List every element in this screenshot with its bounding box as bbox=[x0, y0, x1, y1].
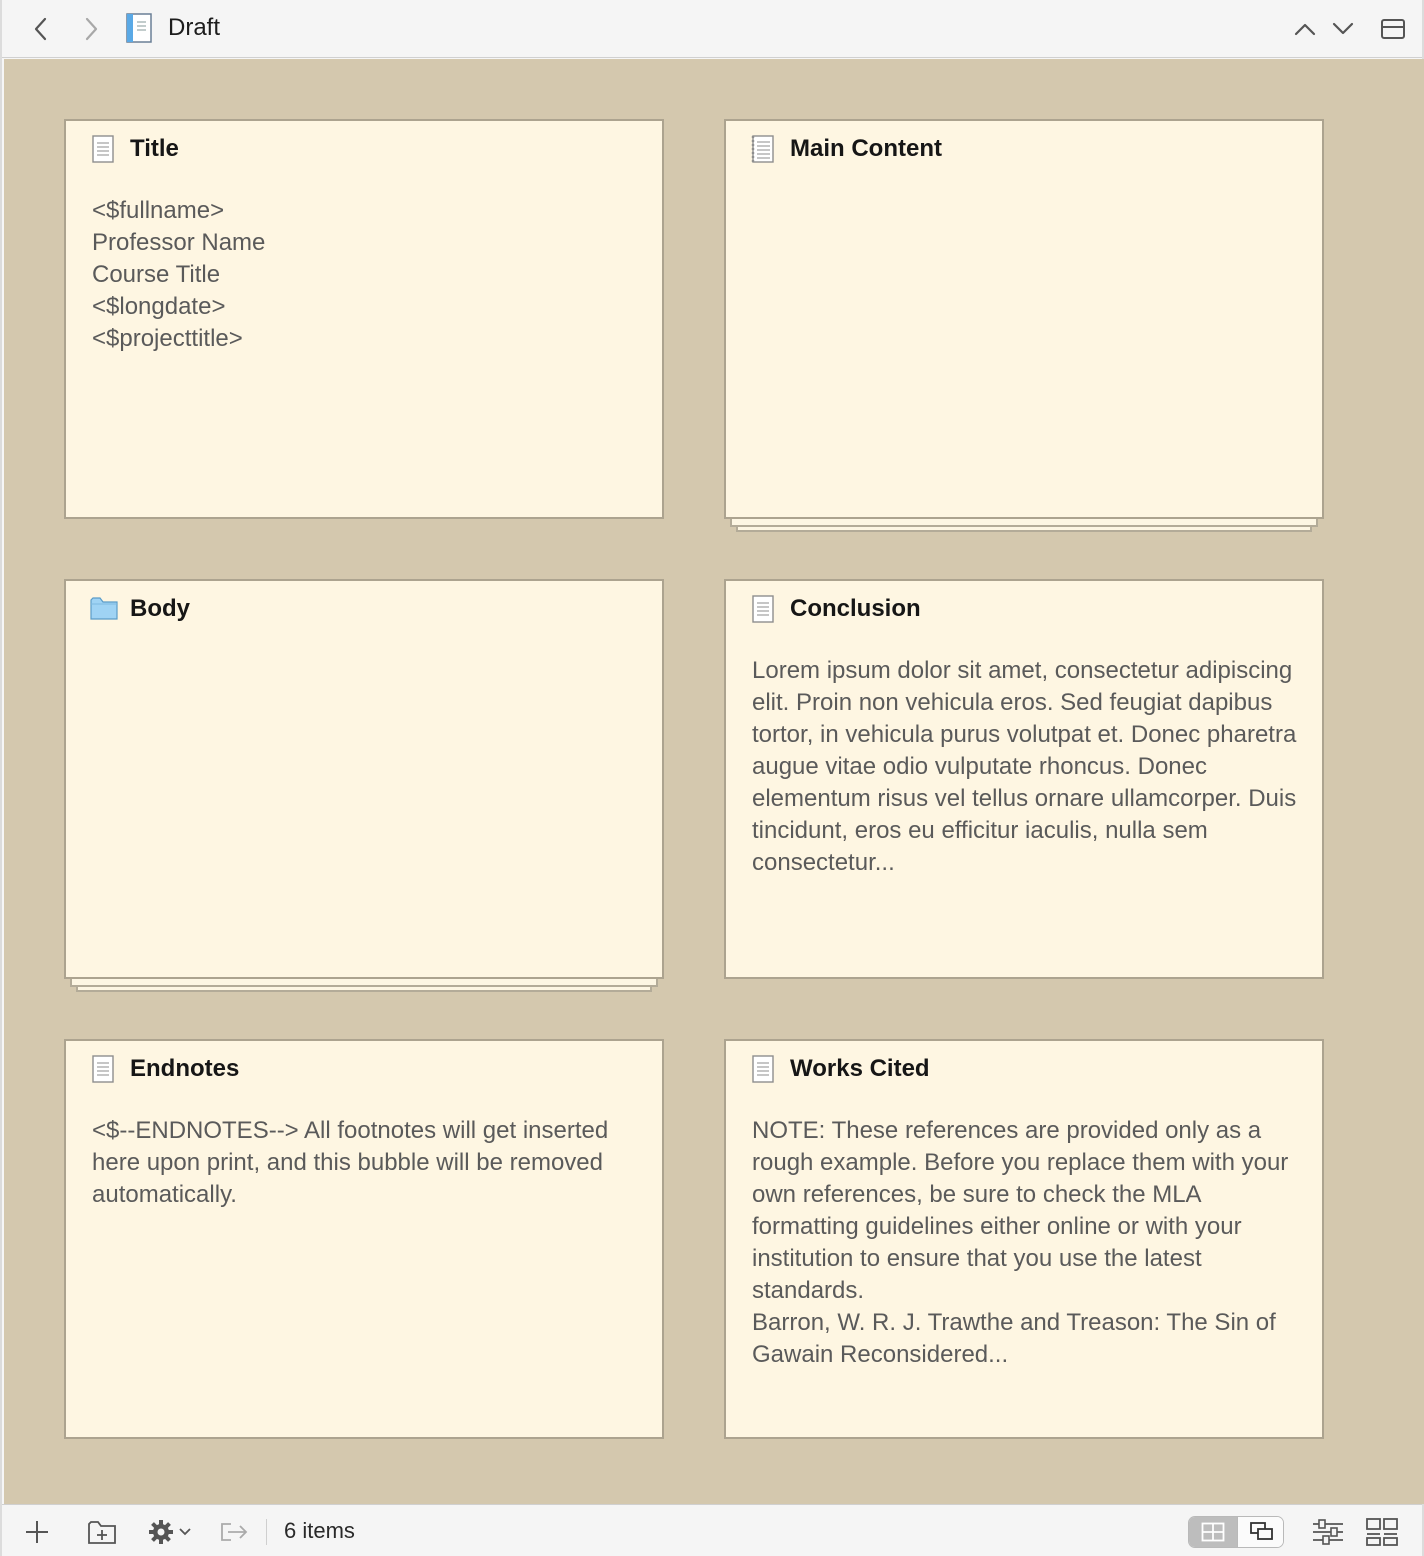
corkboard-grid-icon bbox=[1201, 1522, 1225, 1542]
chevron-right-icon bbox=[83, 17, 99, 41]
index-card-body[interactable] bbox=[64, 579, 664, 979]
add-item-button[interactable] bbox=[22, 1517, 52, 1547]
corkboard-options-button[interactable] bbox=[1310, 1517, 1346, 1547]
previous-item-button[interactable] bbox=[1290, 14, 1320, 44]
move-out-icon bbox=[219, 1521, 249, 1543]
item-count: 6 items bbox=[284, 1518, 355, 1543]
next-item-button[interactable] bbox=[1328, 14, 1358, 44]
card-title: Works Cited bbox=[790, 1055, 930, 1082]
freeform-icon bbox=[1249, 1521, 1275, 1543]
card-face[interactable] bbox=[724, 119, 1324, 519]
sliders-icon bbox=[1311, 1518, 1345, 1546]
toolbar-divider bbox=[266, 1519, 267, 1545]
folder-icon bbox=[90, 595, 116, 623]
add-folder-button[interactable] bbox=[86, 1517, 118, 1547]
card-face[interactable] bbox=[64, 579, 664, 979]
document-stack-icon bbox=[750, 135, 776, 163]
move-out-button[interactable] bbox=[218, 1517, 250, 1547]
draft-document-icon bbox=[126, 13, 152, 48]
card-title: Body bbox=[130, 595, 190, 622]
chevron-left-icon bbox=[33, 17, 49, 41]
footer-bar bbox=[2, 1504, 1422, 1556]
index-card-main-content[interactable] bbox=[724, 119, 1324, 519]
header-bar bbox=[2, 0, 1422, 58]
chevron-down-icon bbox=[1331, 21, 1355, 37]
card-synopsis: Lorem ipsum dolor sit amet, consectetur adipiscing elit. Proin non vehicula eros. Sed feugiat dapibus tortor, in vehicula purus volutpat et. Donec pharetra augue vitae odio vulputate rhoncus. Donec elementum risus vel tellus ornare ullamcorper. Duis tincidunt, eros eu efficitur iaculis, nulla sem consectetur... bbox=[752, 657, 1297, 876]
corkboard bbox=[4, 59, 1424, 1504]
card-face[interactable] bbox=[64, 1039, 664, 1439]
card-synopsis: <$fullname> Professor Name Course Title <$longdate> <$projecttitle> bbox=[92, 197, 266, 352]
chevron-up-icon bbox=[1293, 21, 1317, 37]
forward-button[interactable] bbox=[76, 14, 106, 44]
card-title: Main Content bbox=[790, 135, 942, 162]
chevron-down-icon bbox=[179, 1528, 191, 1536]
card-face[interactable] bbox=[64, 119, 664, 519]
index-card-endnotes[interactable] bbox=[64, 1039, 664, 1439]
card-title: Title bbox=[130, 135, 179, 162]
card-face[interactable] bbox=[724, 579, 1324, 979]
document-icon bbox=[90, 1055, 116, 1083]
card-title: Conclusion bbox=[790, 595, 921, 622]
plus-icon bbox=[24, 1519, 50, 1545]
back-button[interactable] bbox=[26, 14, 56, 44]
actions-menu-button[interactable] bbox=[144, 1517, 194, 1547]
view-mode-segmented-control[interactable] bbox=[1188, 1516, 1284, 1548]
document-icon bbox=[750, 595, 776, 623]
corkboard-view-button[interactable] bbox=[1189, 1517, 1237, 1547]
card-title: Endnotes bbox=[130, 1055, 240, 1082]
freeform-view-button[interactable] bbox=[1237, 1517, 1284, 1547]
page-title: Draft bbox=[168, 14, 221, 41]
card-synopsis: NOTE: These references are provided only as a rough example. Before you replace them with your own references, be sure to check the MLA formatting guidelines either online or with your institution to ensure that you use the latest standards. Barron, W. R. J. Trawthe and Treason: The Sin of Gawain Reconsidered... bbox=[752, 1117, 1289, 1368]
gear-icon bbox=[147, 1518, 175, 1546]
document-icon bbox=[750, 1055, 776, 1083]
index-card-conclusion[interactable] bbox=[724, 579, 1324, 979]
card-layout-button[interactable] bbox=[1364, 1517, 1400, 1547]
document-icon bbox=[90, 135, 116, 163]
index-card-title[interactable] bbox=[64, 119, 664, 519]
split-editor-button[interactable] bbox=[1378, 14, 1408, 44]
split-editor-icon bbox=[1380, 18, 1406, 40]
add-folder-icon bbox=[87, 1519, 117, 1545]
card-synopsis: <$--ENDNOTES--> All footnotes will get inserted here upon print, and this bubble will be removed automatically. bbox=[92, 1117, 609, 1208]
card-layout-icon bbox=[1365, 1517, 1399, 1547]
index-card-works-cited[interactable] bbox=[724, 1039, 1324, 1439]
card-face[interactable] bbox=[724, 1039, 1324, 1439]
